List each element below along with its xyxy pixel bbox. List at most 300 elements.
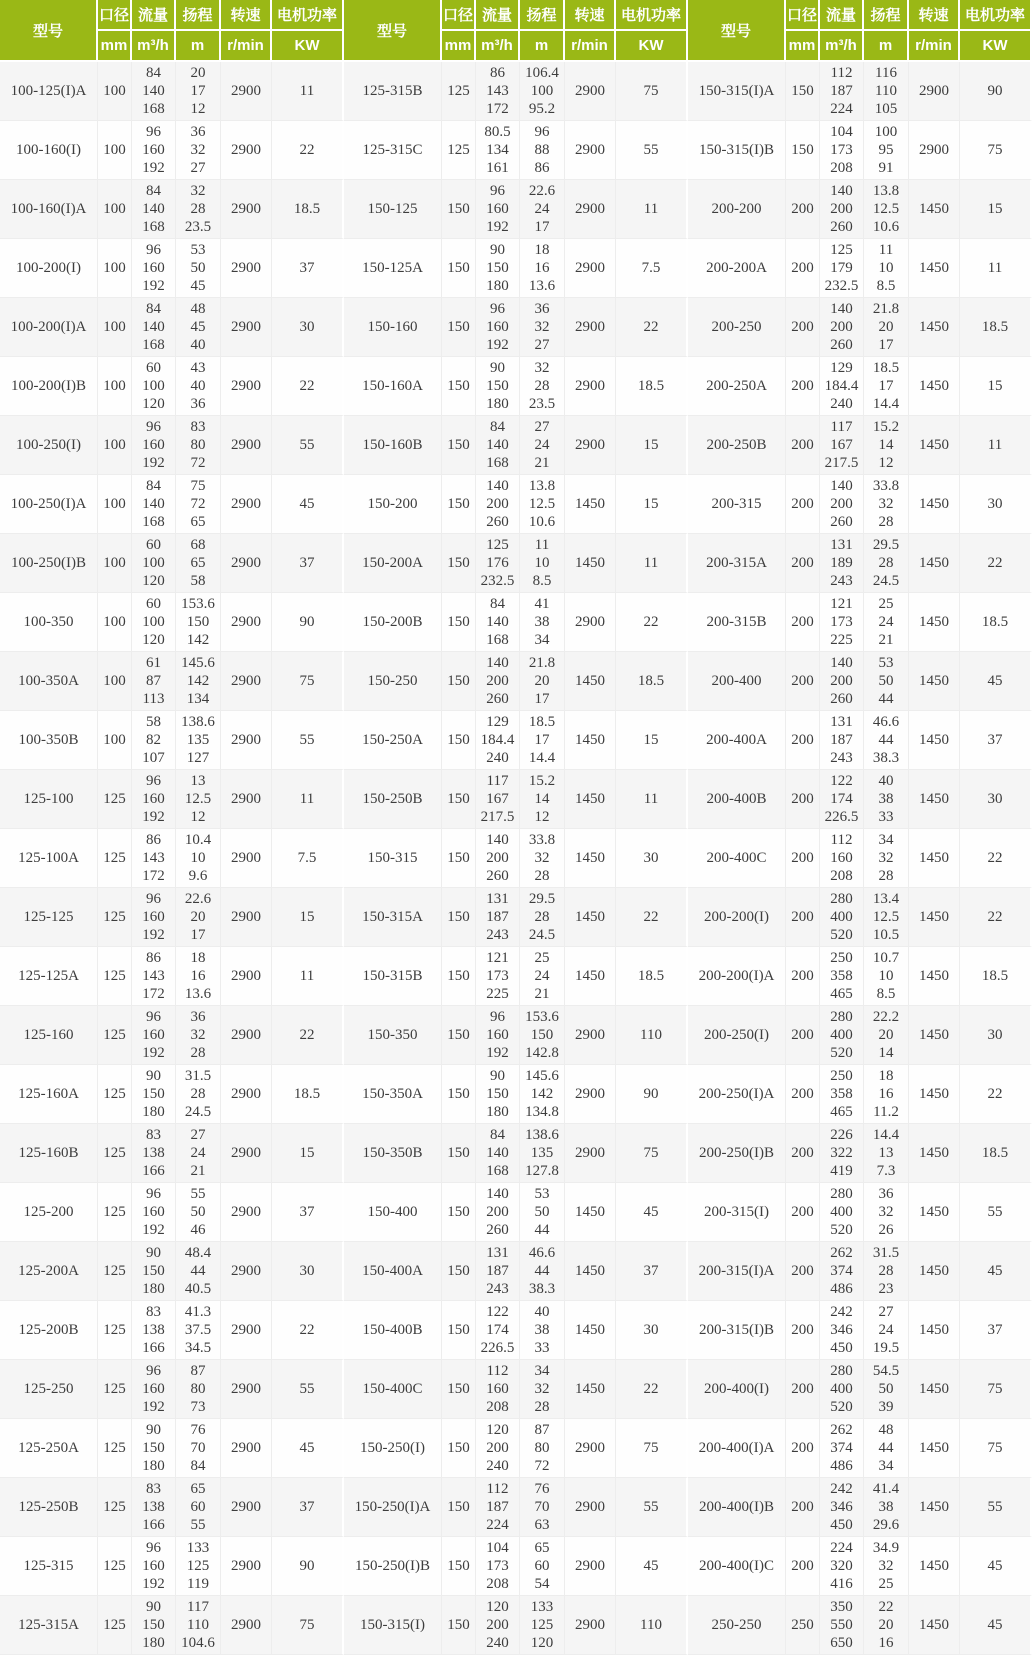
power-cell: 22 (272, 357, 344, 416)
model-cell: 200-250(I)A (688, 1065, 786, 1124)
header-flow: 流量 (820, 0, 864, 31)
speed-cell: 1450 (909, 947, 960, 1006)
diameter-cell: 150 (442, 239, 476, 298)
model-cell: 150-160A (344, 357, 442, 416)
model-cell: 150-400 (344, 1183, 442, 1242)
head-value: 24 (190, 1145, 206, 1161)
head-value: 65 (190, 555, 206, 571)
head-value: 40.5 (184, 1281, 212, 1297)
flow-cell (476, 711, 520, 770)
flow-value: 90 (146, 1599, 161, 1615)
speed-cell: 1450 (909, 1242, 960, 1301)
head-value: 70 (534, 1499, 550, 1515)
power-cell: 18.5 (272, 180, 344, 239)
head-value: 50 (190, 1204, 206, 1220)
flow-value: 140 (486, 614, 509, 630)
flow-value: 83 (146, 1127, 161, 1143)
power-cell: 90 (616, 1065, 688, 1124)
flow-value: 192 (486, 1045, 509, 1061)
flow-cell (820, 1124, 864, 1183)
flow-cell (820, 298, 864, 357)
model-cell: 150-315(I) (344, 1596, 442, 1655)
head-value: 10.7 (872, 950, 900, 966)
flow-cell (132, 1006, 176, 1065)
speed-cell: 2900 (221, 711, 272, 770)
speed-cell: 1450 (909, 416, 960, 475)
flow-value: 138 (142, 1322, 165, 1338)
flow-value: 150 (142, 1263, 165, 1279)
head-value: 28 (878, 868, 894, 884)
flow-value: 125 (830, 242, 853, 258)
head-cell (176, 180, 221, 239)
flow-cell (820, 121, 864, 180)
diameter-cell: 100 (98, 475, 132, 534)
flow-value: 96 (146, 773, 161, 789)
flow-value: 113 (142, 691, 165, 707)
head-value: 44 (534, 1222, 550, 1238)
table-row (688, 416, 1032, 475)
head-value: 32 (534, 850, 550, 866)
head-value: 153.6 (181, 596, 215, 612)
flow-cell (476, 298, 520, 357)
head-value: 34.5 (184, 1340, 212, 1356)
flow-value: 200 (486, 850, 509, 866)
head-value: 27 (534, 419, 550, 435)
flow-value: 450 (830, 1340, 853, 1356)
flow-cell (476, 770, 520, 829)
flow-cell (820, 239, 864, 298)
head-value: 41.4 (872, 1481, 900, 1497)
flow-cell (820, 1478, 864, 1537)
model-cell: 200-400 (688, 652, 786, 711)
head-value: 7.3 (876, 1163, 896, 1179)
table-row (344, 239, 688, 298)
flow-value: 84 (146, 301, 161, 317)
flow-value: 180 (486, 1104, 509, 1120)
head-cell (864, 1419, 909, 1478)
flow-value: 176 (486, 555, 509, 571)
table-row (344, 593, 688, 652)
head-value: 10 (190, 850, 206, 866)
head-value: 91 (878, 160, 894, 176)
flow-value: 174 (830, 791, 853, 807)
head-value: 54.5 (872, 1363, 900, 1379)
head-value: 31.5 (184, 1068, 212, 1084)
diameter-cell: 125 (98, 1478, 132, 1537)
flow-value: 140 (486, 1145, 509, 1161)
power-cell: 45 (616, 1537, 688, 1596)
head-value: 105 (874, 101, 898, 117)
flow-value: 112 (486, 1363, 509, 1379)
power-cell: 18.5 (272, 1065, 344, 1124)
head-cell (176, 298, 221, 357)
head-value: 10.6 (528, 514, 556, 530)
diameter-cell: 150 (442, 180, 476, 239)
power-cell: 30 (960, 1006, 1032, 1065)
model-cell: 125-125 (0, 888, 98, 947)
flow-value: 450 (830, 1517, 853, 1533)
diameter-cell: 200 (786, 475, 820, 534)
speed-cell: 2900 (565, 298, 616, 357)
flow-value: 150 (486, 260, 509, 276)
power-cell: 15 (272, 1124, 344, 1183)
model-cell: 100-250(I)A (0, 475, 98, 534)
head-value: 50 (190, 260, 206, 276)
head-cell (176, 1360, 221, 1419)
head-value: 14 (878, 437, 894, 453)
flow-value: 174 (486, 1322, 509, 1338)
power-cell: 75 (616, 1419, 688, 1478)
flow-value: 60 (146, 596, 161, 612)
flow-value: 172 (142, 868, 165, 884)
diameter-cell: 150 (442, 829, 476, 888)
flow-cell (476, 416, 520, 475)
diameter-cell: 125 (98, 1301, 132, 1360)
flow-value: 520 (830, 1399, 853, 1415)
diameter-cell: 200 (786, 416, 820, 475)
flow-value: 242 (830, 1481, 853, 1497)
head-value: 43 (190, 360, 206, 376)
power-cell: 75 (960, 1360, 1032, 1419)
header-head-unit: m (520, 31, 565, 62)
table-row (688, 534, 1032, 593)
flow-value: 187 (486, 1263, 509, 1279)
power-cell: 15 (272, 888, 344, 947)
model-cell: 150-160B (344, 416, 442, 475)
head-value: 26 (878, 1222, 894, 1238)
flow-value: 280 (830, 891, 853, 907)
speed-cell: 2900 (221, 888, 272, 947)
speed-cell: 1450 (909, 1065, 960, 1124)
flow-value: 90 (146, 1068, 161, 1084)
diameter-cell: 200 (786, 298, 820, 357)
model-cell: 150-250(I)B (344, 1537, 442, 1596)
flow-cell (132, 770, 176, 829)
model-cell: 100-200(I) (0, 239, 98, 298)
flow-value: 84 (146, 478, 161, 494)
model-cell: 125-250A (0, 1419, 98, 1478)
head-value: 63 (534, 1517, 550, 1533)
head-value: 32 (534, 1381, 550, 1397)
model-cell: 200-315(I) (688, 1183, 786, 1242)
model-cell: 200-400C (688, 829, 786, 888)
table-row (344, 711, 688, 770)
power-cell: 22 (616, 888, 688, 947)
head-value: 28 (534, 378, 550, 394)
table-row (0, 475, 344, 534)
flow-cell (132, 1183, 176, 1242)
head-value: 18 (190, 950, 206, 966)
flow-value: 80.5 (484, 124, 511, 140)
flow-value: 200 (830, 673, 853, 689)
speed-cell: 2900 (221, 1360, 272, 1419)
flow-value: 61 (146, 655, 161, 671)
spec-table-left (0, 0, 344, 1655)
head-value: 14 (534, 791, 550, 807)
header-speed: 转速 (221, 0, 272, 31)
table-row (688, 1124, 1032, 1183)
flow-value: 84 (490, 419, 505, 435)
flow-value: 280 (830, 1186, 853, 1202)
diameter-cell: 250 (786, 1596, 820, 1655)
flow-value: 83 (146, 1304, 161, 1320)
table-row (0, 1183, 344, 1242)
speed-cell: 1450 (565, 534, 616, 593)
header-flow: 流量 (132, 0, 176, 31)
flow-cell (476, 475, 520, 534)
power-cell: 45 (272, 475, 344, 534)
head-value: 13.4 (872, 891, 900, 907)
flow-value: 192 (142, 278, 165, 294)
flow-value: 112 (830, 832, 853, 848)
flow-value: 112 (830, 65, 853, 81)
head-cell (864, 475, 909, 534)
power-cell: 22 (272, 1301, 344, 1360)
head-cell (520, 62, 565, 121)
head-value: 44 (878, 1440, 894, 1456)
head-value: 145.6 (181, 655, 215, 671)
diameter-cell: 150 (442, 770, 476, 829)
flow-value: 107 (142, 750, 165, 766)
head-value: 87 (534, 1422, 550, 1438)
head-value: 10 (878, 968, 894, 984)
flow-value: 192 (486, 337, 509, 353)
head-value: 13 (878, 1145, 894, 1161)
flow-value: 100 (142, 378, 165, 394)
head-cell (520, 652, 565, 711)
flow-cell (820, 1537, 864, 1596)
header-flow: 流量 (476, 0, 520, 31)
speed-cell: 1450 (565, 1183, 616, 1242)
model-cell: 125-315 (0, 1537, 98, 1596)
speed-cell: 2900 (565, 121, 616, 180)
model-cell: 200-400A (688, 711, 786, 770)
flow-cell (820, 416, 864, 475)
model-cell: 100-200(I)A (0, 298, 98, 357)
power-cell: 55 (960, 1478, 1032, 1537)
flow-value: 200 (830, 319, 853, 335)
model-cell: 125-200B (0, 1301, 98, 1360)
header-flow-unit: m³/h (476, 31, 520, 62)
flow-cell (476, 1242, 520, 1301)
power-cell: 37 (272, 1183, 344, 1242)
speed-cell: 2900 (221, 180, 272, 239)
flow-value: 192 (142, 455, 165, 471)
flow-cell (476, 1419, 520, 1478)
power-cell: 15 (616, 711, 688, 770)
diameter-cell: 150 (442, 1419, 476, 1478)
model-cell: 100-125(I)A (0, 62, 98, 121)
model-cell: 125-200A (0, 1242, 98, 1301)
head-value: 24 (534, 968, 550, 984)
model-cell: 200-315A (688, 534, 786, 593)
flow-value: 400 (830, 1027, 853, 1043)
header-power: 电机功率 (616, 0, 688, 31)
head-value: 80 (190, 437, 206, 453)
diameter-cell: 150 (442, 1537, 476, 1596)
power-cell: 30 (960, 475, 1032, 534)
power-cell: 11 (616, 534, 688, 593)
flow-value: 180 (142, 1458, 165, 1474)
head-value: 33 (534, 1340, 550, 1356)
head-cell (520, 1596, 565, 1655)
flow-value: 242 (830, 1304, 853, 1320)
table-row (0, 1065, 344, 1124)
speed-cell: 1450 (909, 1183, 960, 1242)
flow-value: 260 (486, 868, 509, 884)
model-cell: 125-315B (344, 62, 442, 121)
head-cell (176, 770, 221, 829)
head-cell (520, 1478, 565, 1537)
power-cell: 37 (272, 534, 344, 593)
head-value: 95.2 (528, 101, 556, 117)
flow-cell (132, 1065, 176, 1124)
table-header (688, 0, 1032, 62)
flow-value: 168 (142, 219, 165, 235)
head-value: 14.4 (872, 1127, 900, 1143)
head-value: 24 (878, 614, 894, 630)
head-value: 36 (190, 396, 206, 412)
flow-value: 143 (142, 850, 165, 866)
model-cell: 125-315A (0, 1596, 98, 1655)
flow-value: 173 (830, 142, 853, 158)
table-row (344, 121, 688, 180)
head-cell (864, 298, 909, 357)
head-value: 8.5 (532, 573, 552, 589)
power-cell: 45 (960, 1242, 1032, 1301)
flow-cell (132, 1478, 176, 1537)
speed-cell: 1450 (565, 1242, 616, 1301)
table-row (344, 1360, 688, 1419)
flow-value: 60 (146, 537, 161, 553)
flow-value: 243 (486, 1281, 509, 1297)
power-cell: 7.5 (616, 239, 688, 298)
head-cell (520, 1537, 565, 1596)
speed-cell: 2900 (565, 62, 616, 121)
flow-value: 100 (142, 614, 165, 630)
table-row (688, 62, 1032, 121)
table-row (0, 121, 344, 180)
flow-value: 160 (142, 437, 165, 453)
flow-value: 208 (830, 160, 853, 176)
head-value: 68 (190, 537, 206, 553)
flow-value: 161 (486, 160, 509, 176)
power-cell: 22 (272, 121, 344, 180)
head-value: 23.5 (528, 396, 556, 412)
power-cell: 55 (616, 121, 688, 180)
head-value: 18 (534, 242, 550, 258)
flow-value: 192 (142, 809, 165, 825)
head-value: 15.2 (872, 419, 900, 435)
flow-value: 96 (146, 419, 161, 435)
power-cell: 11 (960, 239, 1032, 298)
head-value: 20 (878, 1027, 894, 1043)
head-cell (864, 1124, 909, 1183)
head-value: 100 (530, 83, 554, 99)
head-value: 16 (534, 260, 550, 276)
model-cell: 150-400B (344, 1301, 442, 1360)
power-cell: 11 (272, 62, 344, 121)
head-cell (520, 121, 565, 180)
flow-value: 280 (830, 1363, 853, 1379)
table-row (0, 770, 344, 829)
header-diameter: 口径 (98, 0, 132, 31)
table-body (344, 62, 688, 1655)
flow-cell (476, 593, 520, 652)
table-row (0, 1596, 344, 1655)
power-cell: 30 (272, 1242, 344, 1301)
speed-cell: 2900 (221, 121, 272, 180)
spec-table-right (688, 0, 1032, 1655)
table-row (344, 1301, 688, 1360)
power-cell: 75 (616, 62, 688, 121)
model-cell: 150-160 (344, 298, 442, 357)
head-cell (864, 534, 909, 593)
head-value: 20 (534, 673, 550, 689)
diameter-cell: 150 (442, 1360, 476, 1419)
head-cell (864, 1006, 909, 1065)
flow-cell (132, 1301, 176, 1360)
speed-cell: 2900 (221, 298, 272, 357)
head-value: 25 (534, 950, 550, 966)
flow-value: 166 (142, 1163, 165, 1179)
flow-cell (820, 593, 864, 652)
head-value: 70 (190, 1440, 206, 1456)
head-value: 127 (186, 750, 210, 766)
head-value: 84 (190, 1458, 206, 1474)
model-cell: 125-160A (0, 1065, 98, 1124)
head-value: 10.4 (184, 832, 212, 848)
table-row (344, 357, 688, 416)
head-value: 28 (190, 201, 206, 217)
table-row (0, 416, 344, 475)
flow-value: 60 (146, 360, 161, 376)
flow-value: 226.5 (480, 1340, 515, 1356)
speed-cell: 2900 (221, 1301, 272, 1360)
header-power-unit: KW (272, 31, 344, 62)
head-value: 44 (878, 732, 894, 748)
model-cell: 100-350B (0, 711, 98, 770)
head-value: 27 (190, 160, 206, 176)
head-cell (864, 1478, 909, 1537)
head-cell (864, 1065, 909, 1124)
head-value: 127.8 (525, 1163, 559, 1179)
speed-cell: 2900 (565, 357, 616, 416)
head-value: 17 (190, 83, 206, 99)
table-row (688, 652, 1032, 711)
flow-cell (476, 121, 520, 180)
power-cell: 45 (272, 1419, 344, 1478)
diameter-cell: 200 (786, 1301, 820, 1360)
head-value: 48 (878, 1422, 894, 1438)
head-value: 12 (534, 809, 550, 825)
head-cell (864, 416, 909, 475)
flow-value: 200 (486, 1440, 509, 1456)
flow-value: 160 (142, 791, 165, 807)
flow-value: 180 (486, 278, 509, 294)
table-row (344, 298, 688, 357)
head-cell (176, 1596, 221, 1655)
table-row (0, 888, 344, 947)
head-value: 72 (190, 455, 206, 471)
flow-value: 86 (146, 950, 161, 966)
diameter-cell: 125 (98, 1124, 132, 1183)
speed-cell: 1450 (909, 1419, 960, 1478)
speed-cell: 1450 (565, 1360, 616, 1419)
head-value: 38.3 (872, 750, 900, 766)
head-value: 24.5 (528, 927, 556, 943)
head-value: 135 (186, 732, 210, 748)
